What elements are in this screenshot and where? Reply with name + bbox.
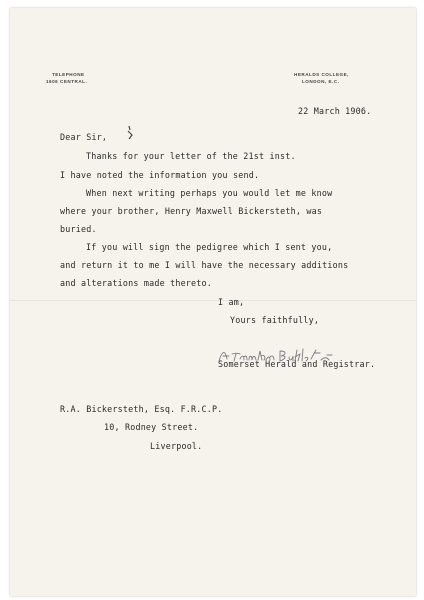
body-line: If you will sign the pedigree which I sent you, — [86, 242, 333, 252]
letterhead-college: HERALDS COLLEGE, — [294, 72, 349, 77]
signature-title: Somerset Herald and Registrar. — [218, 359, 376, 369]
closing-line: I am, — [218, 297, 245, 307]
pencil-mark — [123, 124, 137, 142]
paper-fold — [10, 300, 416, 301]
body-line: When next writing perhaps you would let me know — [86, 188, 333, 198]
letter-date: 22 March 1906. — [298, 106, 372, 116]
body-line: and alterations made thereto. — [60, 278, 213, 288]
closing-line: Yours faithfully, — [230, 315, 320, 325]
body-line: and return it to me I will have the necessary additions — [60, 260, 349, 270]
body-line: Thanks for your letter of the 21st inst. — [86, 151, 296, 161]
salutation: Dear Sir, — [60, 132, 108, 142]
recipient-city: Liverpool. — [150, 441, 203, 451]
letter-page — [10, 8, 416, 596]
body-line: I have noted the information you send. — [60, 170, 260, 180]
recipient-name: R.A. Bickersteth, Esq. F.R.C.P. — [60, 404, 223, 414]
body-line: where your brother, Henry Maxwell Bickersteth, was — [60, 206, 323, 216]
letterhead-telephone-label: TELEPHONE — [52, 72, 85, 77]
letterhead-city: LONDON, E.C. — [302, 79, 340, 84]
recipient-street: 10, Rodney Street. — [104, 422, 199, 432]
letterhead-telephone-number: 1606 CENTRAL. — [46, 79, 88, 84]
body-line: buried. — [60, 224, 97, 234]
